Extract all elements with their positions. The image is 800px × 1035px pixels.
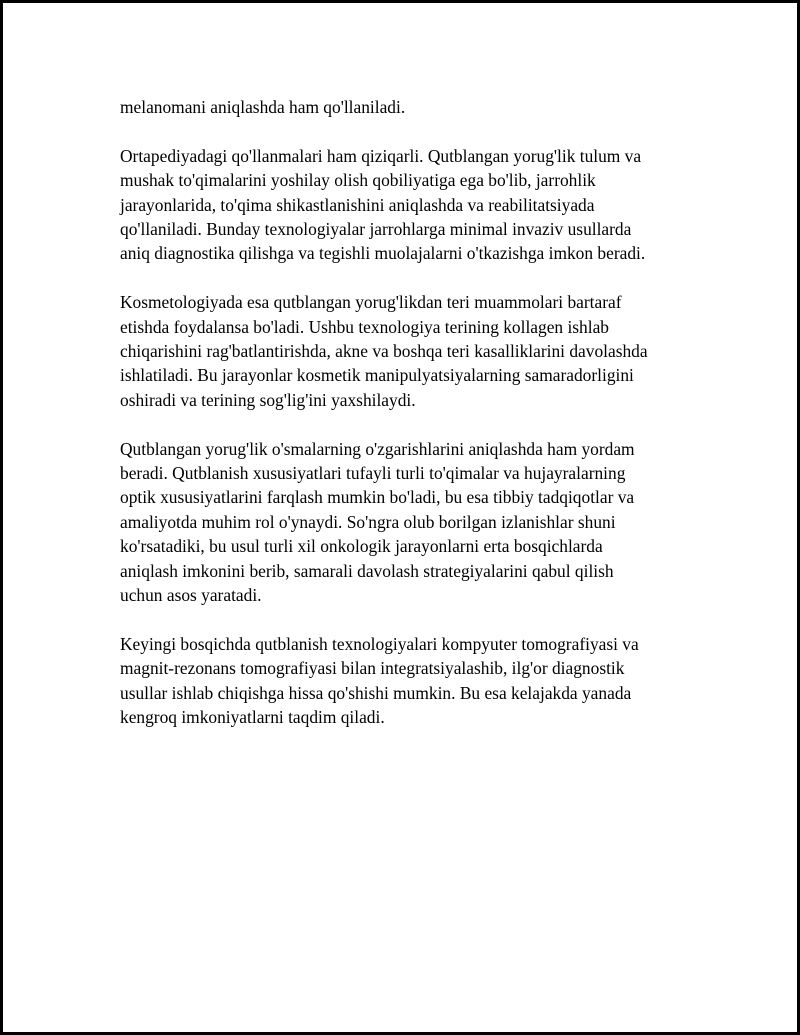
- text-line: chiqarishini rag'batlantirishda, akne va boshqa teri kasalliklarini davolashda: [120, 341, 648, 362]
- text-line: mushak to'qimalarini yoshilay olish qobiliyatiga ega bo'lib, jarrohlik: [120, 170, 596, 191]
- paragraph-4: [120, 437, 690, 608]
- text-line: Qutblangan yorug'lik o'smalarning o'zgarishlarini aniqlashda ham yordam: [120, 438, 635, 459]
- text-line: melanomani aniqlashda ham qo'llaniladi.: [120, 97, 406, 117]
- text-line: beradi. Qutblanish xususiyatlari tufayli turli to'qimalar va hujayralarning: [120, 463, 626, 484]
- paragraph-2: [120, 144, 690, 266]
- text-line: Keyingi bosqichda qutblanish texnologiyalari kompyuter tomografiyasi va: [120, 633, 639, 654]
- text-line: qo'llaniladi. Bunday texnologiyalar jarrohlarga minimal invaziv usullarda: [120, 219, 632, 240]
- text-line: uchun asos yaratadi.: [120, 585, 262, 606]
- paragraph-5: [120, 632, 690, 730]
- text-line: jarayonlarida, to'qima shikastlanishini aniqlashda va reabilitatsiyada: [120, 194, 595, 215]
- text-line: magnit-rezonans tomografiyasi bilan integratsiyalashib, ilg'or diagnostik: [120, 658, 625, 679]
- text-line: aniqlash imkonini berib, samarali davolash strategiyalarini qabul qilish: [120, 560, 614, 581]
- text-line: Kosmetologiyada esa qutblangan yorug'likdan teri muammolari bartaraf: [120, 292, 622, 313]
- text-line: usullar ishlab chiqishga hissa qo'shishi mumkin. Bu esa kelajakda yanada: [120, 682, 632, 703]
- text-line: Ortapediyadagi qo'llanmalari ham qiziqarli. Qutblangan yorug'lik tulum va: [120, 145, 642, 166]
- text-line: kengroq imkoniyatlarni taqdim qiladi.: [120, 707, 385, 728]
- text-line: ishlatiladi. Bu jarayonlar kosmetik manipulyatsiyalarning samaradorligini: [120, 365, 634, 386]
- text-line: amaliyotda muhim rol o'ynaydi. So'ngra olub borilgan izlanishlar shuni: [120, 511, 616, 532]
- text-line: optik xususiyatlarini farqlash mumkin bo'ladi, bu esa tibbiy tadqiqotlar va: [120, 487, 635, 508]
- paragraph-1: [120, 95, 690, 119]
- document-body: [120, 95, 690, 754]
- text-line: oshiradi va terining sog'lig'ini yaxshilaydi.: [120, 389, 416, 410]
- paragraph-3: [120, 290, 690, 412]
- text-line: etishda foydalansa bo'ladi. Ushbu texnologiya terining kollagen ishlab: [120, 316, 610, 337]
- text-line: aniq diagnostika qilishga va tegishli muolajalarni o'tkazishga imkon beradi.: [120, 243, 646, 264]
- text-line: ko'rsatadiki, bu usul turli xil onkologik jarayonlarni erta bosqichlarda: [120, 536, 603, 557]
